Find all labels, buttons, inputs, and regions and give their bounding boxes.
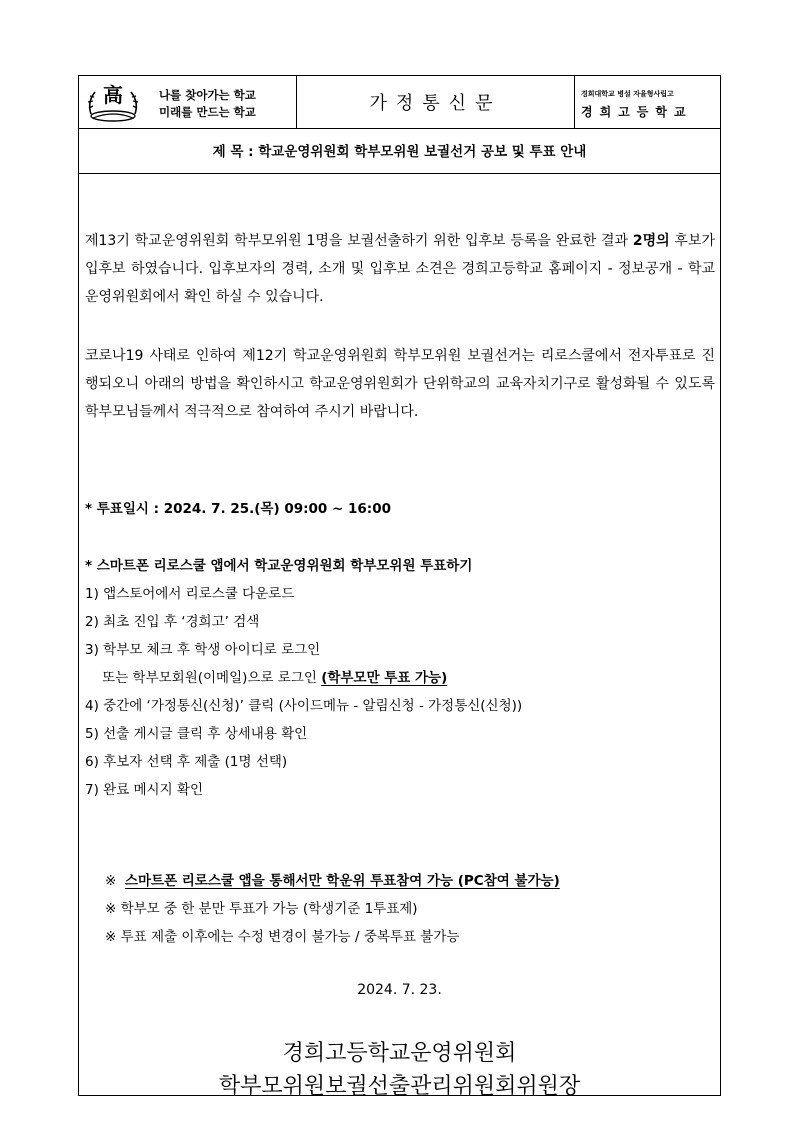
school-name: 경희고등학교 bbox=[581, 105, 693, 119]
svg-text:高: 高 bbox=[103, 83, 123, 107]
note-2: ※ 학부모 중 한 분만 투표가 가능 (학생기준 1투표제) bbox=[105, 901, 418, 917]
letterhead-right bbox=[575, 76, 720, 128]
note-3: ※ 투표 제출 이후에는 수정 변경이 불가능 / 중복투표 불가능 bbox=[105, 929, 460, 945]
document-frame bbox=[78, 75, 721, 1099]
signature-line-2: 학부모위원보궐선출관리위원회위원장 bbox=[218, 1074, 581, 1099]
step-2: 2) 최초 진입 후 ‘경희고’ 검색 bbox=[85, 614, 260, 630]
letterhead-center bbox=[297, 76, 575, 128]
issue-date: 2024. 7. 23. bbox=[357, 982, 442, 998]
candidate-count: 2명의 bbox=[632, 233, 670, 249]
vote-date: * 투표일시 : 2024. 7. 25.(목) 09:00 ~ 16:00 bbox=[85, 501, 391, 517]
steps-title: * 스마트폰 리로스쿨 앱에서 학교운영위원회 학부모위원 투표하기 bbox=[85, 558, 473, 574]
step-5: 5) 선출 게시글 클릭 후 상세내용 확인 bbox=[85, 726, 308, 742]
paragraph-2: 코로나19 사태로 인하여 제12기 학교운영위원회 학부모위원 보궐선거는 리로스쿨에서 전자투표로 진행되오니 아래의 방법을 확인하시고 학교운영위원회가 단위학교의 교육자치기구로 활성화될 수 있도록 학부모님들께서 적극적으로 참여하여 주시기 바랍니다. bbox=[85, 348, 715, 420]
step-7: 7) 완료 메시지 확인 bbox=[85, 782, 204, 798]
subject-row bbox=[79, 128, 720, 174]
signature-line-1: 경희고등학교운영위원회 bbox=[282, 1041, 517, 1066]
step-4: 4) 중간에 ‘가정통신(신청)’ 클릭 (사이드메뉴 - 알림신청 - 가정통신(신청)) bbox=[85, 698, 523, 714]
paper-title: 가정통신문 bbox=[369, 93, 502, 114]
parents-only-note: (학부모만 투표 가능) bbox=[321, 670, 448, 686]
letterhead-left bbox=[79, 76, 297, 128]
motto-line-2: 미래를 만드는 학교 bbox=[159, 105, 256, 119]
school-emblem-icon bbox=[83, 80, 143, 124]
school-subtitle: 경희대학교 병설 자율형사립고 bbox=[581, 90, 674, 98]
step-3-alt: 또는 학부모회원(이메일)으로 로그인 (학부모만 투표 가능) bbox=[85, 670, 448, 686]
step-3: 3) 학부모 체크 후 학생 아이디로 로그인 bbox=[85, 642, 321, 658]
subject-title: 제 목 : 학교운영위원회 학부모위원 보궐선거 공보 및 투표 안내 bbox=[212, 144, 587, 160]
paragraph-1: 제13기 학교운영위원회 학부모위원 1명을 보궐선출하기 위한 입후보 등록을 완료한 결과 2명의 후보가 입후보 하였습니다. 입후보자의 경력, 소개 및 입후보 소견은 경희고등학교 홈페이지 - 정보공개 - 학교운영위원회에서 확인 하실 수 있습니다. bbox=[85, 233, 715, 305]
step-6: 6) 후보자 선택 후 제출 (1명 선택) bbox=[85, 754, 288, 770]
note-1: ※ 스마트폰 리로스쿨 앱을 통해서만 학운위 투표참여 가능 (PC참여 불가능) bbox=[105, 873, 560, 889]
motto-line-1: 나를 찾아가는 학교 bbox=[159, 88, 256, 102]
step-1: 1) 앱스토어에서 리로스쿨 다운로드 bbox=[85, 586, 295, 602]
letterhead bbox=[79, 76, 720, 129]
